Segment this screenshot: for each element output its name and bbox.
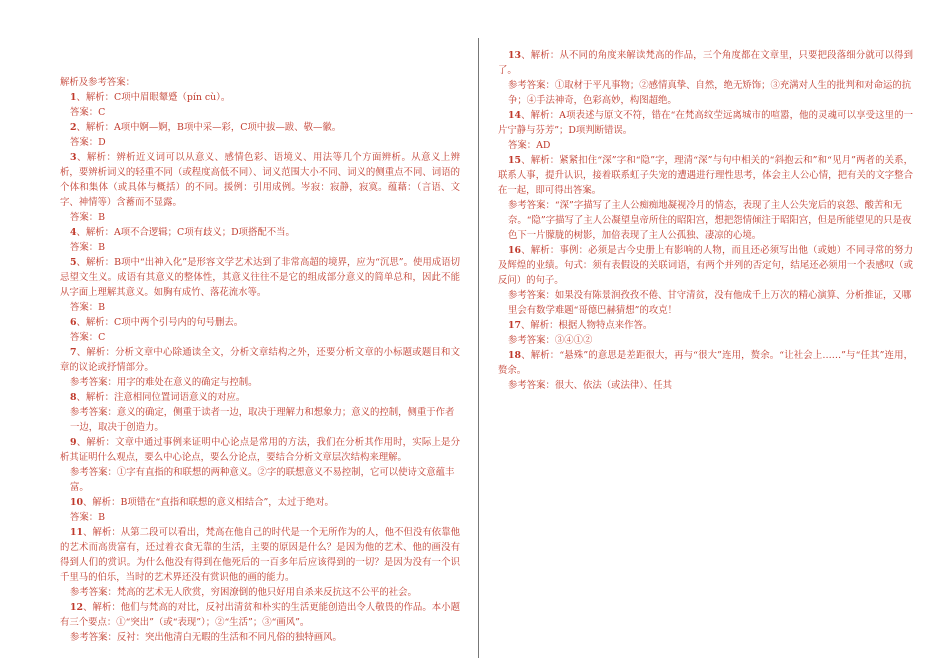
question-number: 8	[70, 392, 77, 403]
analysis-text: 、解析：A项中婀—婀，B项中采—彩，C项中拔—跋、敬—徽。	[76, 122, 342, 133]
left-column	[60, 75, 460, 645]
right-column	[498, 48, 913, 393]
answer-line: 参考答案：梵高的艺术无人欣赏，穷困潦倒的他只好用自杀来反抗这不公平的社会。	[70, 587, 417, 598]
question-number: 17	[508, 320, 522, 331]
question-number: 16	[508, 245, 522, 256]
right-answers	[498, 48, 913, 393]
analysis-text: 、解析：A项不合逻辑；C项有歧义；D项搭配不当。	[76, 227, 295, 238]
analysis-text: 、解析：从不同的角度来解读梵高的作品，三个角度都在文章里，只要把段落细分就可以得到了。	[498, 50, 913, 76]
question-number: 1	[70, 92, 77, 103]
answer-line: 答案：D	[70, 137, 106, 148]
answer-line: 参考答案：意义的确定，侧重于读者一边，取决于理解力和想象力；意义的控制，侧重于作者一边，取决于创造力。	[70, 407, 455, 433]
question-number: 12	[70, 602, 84, 613]
answer-line: 答案：AD	[508, 140, 551, 151]
question-number: 9	[70, 437, 77, 448]
section-header: 解析及参考答案：	[60, 77, 136, 88]
analysis-item	[60, 345, 460, 375]
analysis-text: 、解析：注意相同位置词语意义的对应。	[76, 392, 246, 403]
question-number: 13	[508, 50, 522, 61]
analysis-text: 、解析：从第二段可以看出，梵高在他自己的时代是一个无所作为的人，他不但没有依靠他的艺术而高贵富有，还过着衣食无靠的生活，主要的原因是什么？是因为他的艺术、他的画没有得到人们的赏识。为什么他没有得到在他死后的一百多年后应该得到的一切？是因为没有一个识千里马的伯乐，当时的艺术界还没有赏识他的画的能力。	[60, 527, 460, 583]
analysis-text: 、解析：C项中两个引号内的句号删去。	[76, 317, 244, 328]
analysis-item	[498, 108, 913, 138]
analysis-item	[498, 243, 913, 288]
answer-line: 答案：B	[70, 212, 106, 223]
question-number: 5	[70, 257, 77, 268]
answer-line: 参考答案：①字有直指的和联想的两种意义。②字的联想意义不易控制，它可以使诗文意蕴丰富。	[70, 467, 455, 493]
left-answers	[60, 90, 460, 645]
analysis-item	[60, 90, 460, 105]
analysis-text: 、解析：分析文章中心除通读全文，分析文章结构之外，还要分析文章的小标题或题目和文章的议论或抒情部分。	[60, 347, 460, 373]
analysis-item	[60, 120, 460, 135]
analysis-text: 、解析：文章中通过事例来证明中心论点是常用的方法，我们在分析其作用时，实际上是分析其证明什么观点，要么中心论点，要么分论点，要结合分析文章层次结构来理解。	[60, 437, 460, 463]
question-number: 3	[70, 152, 77, 163]
answer-line: 参考答案：③④①②	[508, 335, 593, 346]
analysis-item	[498, 348, 913, 378]
analysis-text: 、解析：根据人物特点来作答。	[521, 320, 653, 331]
question-number: 2	[70, 122, 77, 133]
analysis-item	[498, 318, 913, 333]
analysis-text: 、解析：事例：必须是古今史册上有影响的人物，而且还必须写出他（或她）不同寻常的努力及辉煌的业绩。句式：须有表假设的关联词语，有两个并列的否定句，结尾还必须用一个表感叹（或反问）的句子。	[498, 245, 913, 286]
question-number: 11	[70, 527, 84, 538]
analysis-item	[60, 315, 460, 330]
analysis-text: 、解析：C项中眉眼颦蹙（pín cù）。	[76, 92, 231, 103]
answer-line: 答案：B	[70, 242, 106, 253]
analysis-item	[60, 525, 460, 585]
analysis-item	[60, 150, 460, 210]
analysis-item	[60, 225, 460, 240]
question-number: 15	[508, 155, 522, 166]
analysis-text: 、解析：“悬殊”的意思是差距很大，再与“很大”连用，赘余。“让社会上……”与“任其”连用，赘余。	[498, 350, 913, 376]
answer-line: 参考答案：①取材于平凡事物；②感情真挚、自然，绝无矫饰；③充满对人生的批判和对命运的抗争；④手法神奇，色彩高妙，构图超绝。	[508, 80, 912, 106]
answer-line: 参考答案：反衬：突出他清白无暇的生活和不同凡俗的独特画风。	[70, 632, 342, 643]
analysis-text: 、解析：A项表述与原文不符，错在“在梵高纹茔远离城市的喧嚣，他的灵魂可以享受这里的一片宁静与芬芳”；D项判断错误。	[498, 110, 913, 136]
analysis-item	[60, 495, 460, 510]
analysis-item	[498, 48, 913, 78]
question-number: 7	[70, 347, 77, 358]
question-number: 4	[70, 227, 77, 238]
analysis-item	[498, 153, 913, 198]
analysis-item	[60, 390, 460, 405]
analysis-text: 、解析：辨析近义词可以从意义、感情色彩、语境义、用法等几个方面辨析。从意义上辨析，要辨析词义的轻重不同（或程度高低不同）、词义范围大小不同、词义的侧重点不同、词语的个体和集体（或具体与概括）的不同。援例：引用成例。岑寂：寂静，寂寞。蕴藉：（言语、文字、神情等）含蓄而不显露。	[60, 152, 460, 208]
question-number: 6	[70, 317, 77, 328]
answer-line: 参考答案：用字的难处在意义的确定与控制。	[70, 377, 258, 388]
analysis-item	[60, 435, 460, 465]
answer-line: 答案：B	[70, 302, 106, 313]
analysis-text: 、解析：他们与梵高的对比，反衬出清贫和朴实的生活更能创造出令人敬畏的作品。本小题有三个要点：①“突出”（或“表现”）；②“生活”；③“画风”。	[60, 602, 460, 628]
answer-line: 答案：B	[70, 512, 106, 523]
answer-line: 参考答案：很大、依法（或法律）、任其	[508, 380, 673, 391]
answer-line: 参考答案：“深”字描写了主人公痴痴地凝视冷月的情态，表现了主人公失宠后的哀怨、酸苦和无奈。“隐”字描写了主人公凝望皇帝所住的昭阳宫，想把怨情倾注于昭阳宫，但是所能望见的只是夜色下一片朦胧的树影，加倍表现了主人公孤独、凄凉的心境。	[508, 200, 912, 241]
question-number: 14	[508, 110, 522, 121]
analysis-text: 、解析：紧紧扣住“深”字和“隐”字，理清“深”与句中相关的“斜抱云和”和“见月”两者的关系，联系人事，提升认识，接着联系虹子失宠的遭遇进行理性思考，体会主人公心情，把有关的文字整合在一起，即可得出答案。	[498, 155, 913, 196]
column-divider	[478, 38, 479, 658]
answer-line: 参考答案：如果没有陈景润孜孜不倦、甘守清贫，没有他成千上万次的精心演算、分析推证，又哪里会有数学难题“哥德巴赫猜想”的攻克！	[508, 290, 912, 316]
question-number: 10	[70, 497, 84, 508]
analysis-item	[60, 255, 460, 300]
analysis-text: 、解析：B项中“出神入化”是形容文学艺术达到了非常高超的境界，应为“沉思”。使用成语切忌望文生义。成语有其意义的整体性，其意义往往不是它的组成部分意义的简单总和，因此不能从字面上理解其意义。如胸有成竹、落花流水等。	[60, 257, 460, 298]
answer-line: 答案：C	[70, 107, 106, 118]
question-number: 18	[508, 350, 522, 361]
answer-line: 答案：C	[70, 332, 106, 343]
analysis-item	[60, 600, 460, 630]
analysis-text: 、解析：B项错在“直指和联想的意义相结合”，太过于绝对。	[83, 497, 334, 508]
